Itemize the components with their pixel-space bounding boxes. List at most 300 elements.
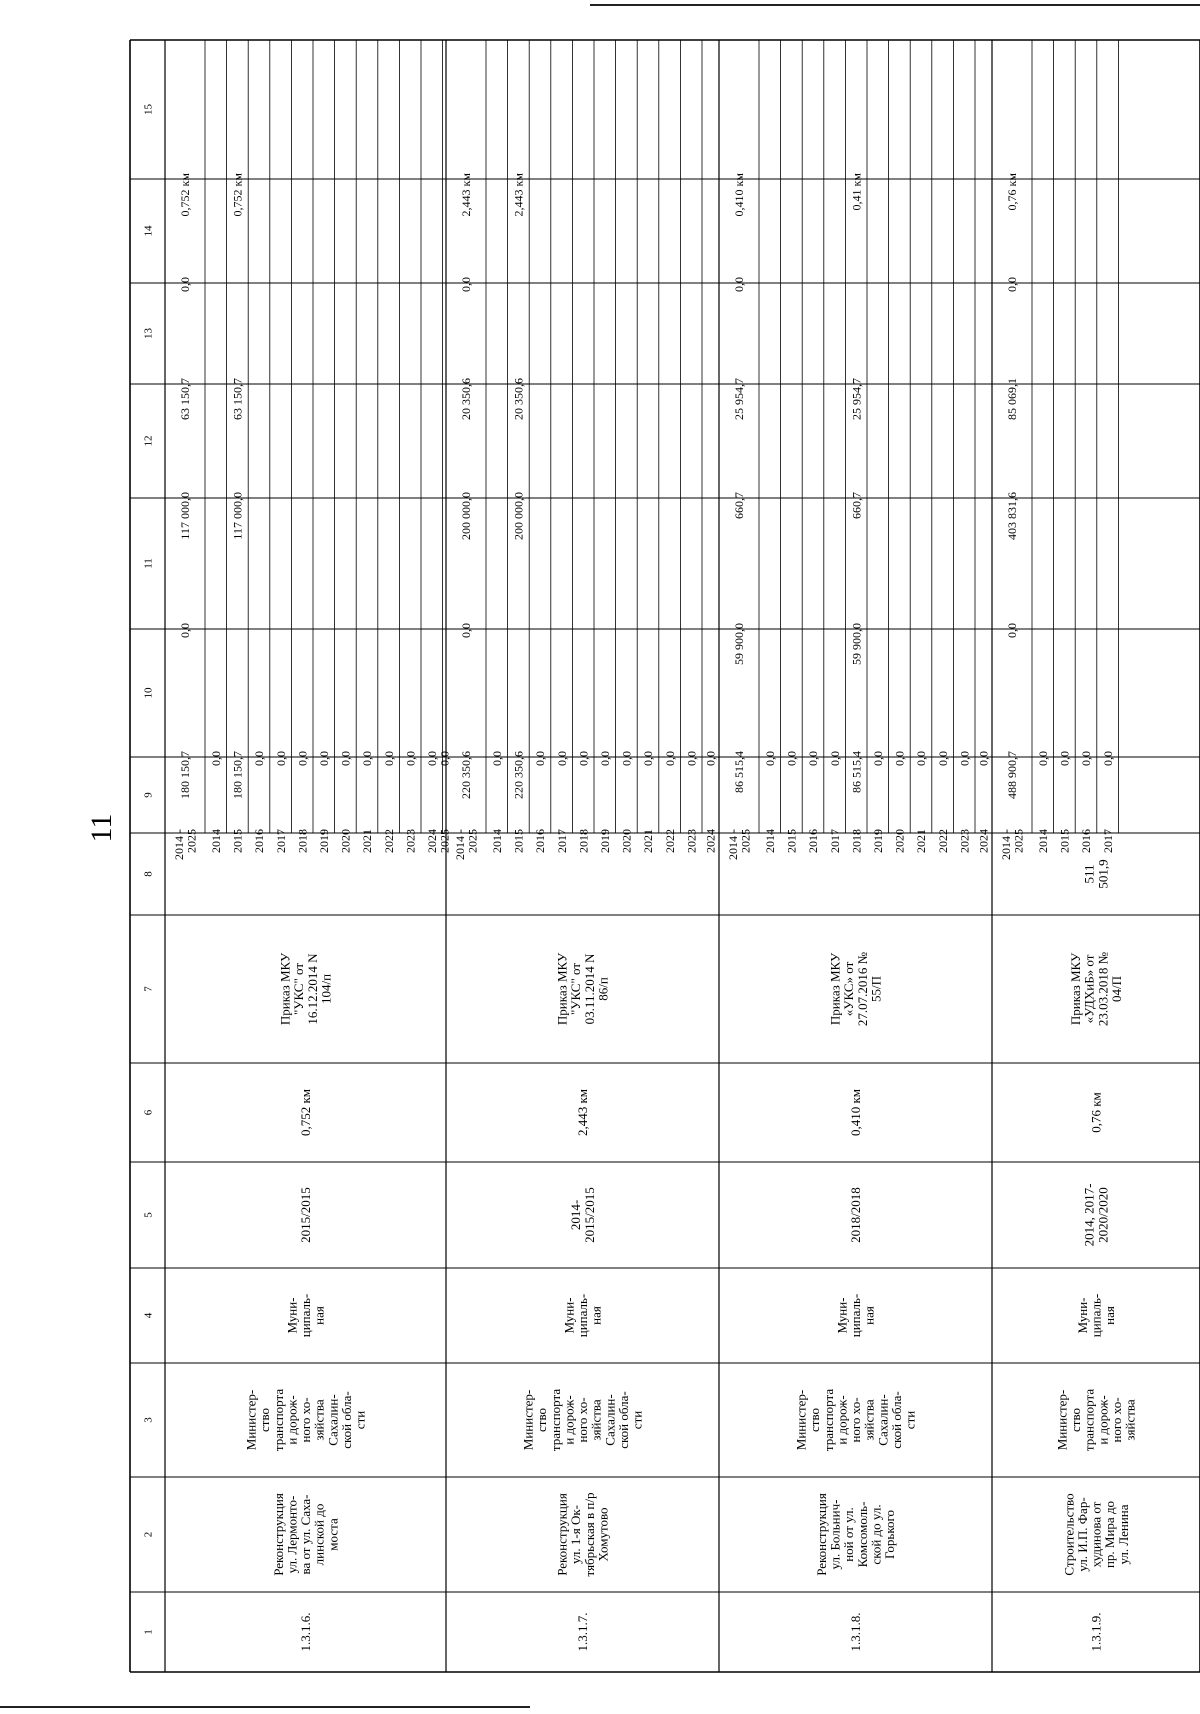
year-label-line: 2022 — [935, 829, 950, 853]
amount-cell — [893, 751, 907, 766]
amount-cell — [849, 173, 863, 211]
amount-cell-line: 86 515,4 — [849, 751, 864, 793]
customer-line: транспорта — [270, 1388, 286, 1452]
amount-cell-line: 0,0 — [784, 751, 799, 766]
capacity — [298, 1089, 313, 1136]
amount-cell-line: 0,0 — [641, 751, 656, 766]
year-label — [172, 829, 199, 860]
amount-cell — [684, 751, 698, 766]
amount-cell — [339, 751, 353, 766]
year-label — [512, 829, 526, 853]
customer-line: ской обла- — [889, 1391, 904, 1449]
object-name — [271, 1493, 341, 1576]
amount-cell-line: 0,0 — [576, 751, 591, 766]
approval-document — [278, 952, 334, 1025]
year-label-line: 2025 — [465, 829, 480, 853]
record-number-line: 1.3.1.7. — [575, 1612, 591, 1652]
year-label — [231, 829, 245, 853]
year-label-line: 2015 — [784, 829, 799, 853]
year-label — [893, 829, 907, 853]
year-label-line: 2016 — [533, 829, 548, 853]
year-label-line: 2016 — [806, 829, 821, 853]
amount-cell — [438, 751, 452, 766]
year-label-line: 2024 — [976, 829, 991, 853]
amount-cell — [382, 751, 396, 766]
amount-cell-line: 0,0 — [1100, 751, 1115, 766]
ownership-line: Муни- — [561, 1297, 577, 1334]
amount-cell — [663, 751, 677, 766]
amount-cell — [732, 173, 746, 217]
year-label — [252, 829, 266, 853]
year-label-line: 2023 — [684, 829, 699, 853]
year-label — [598, 829, 612, 853]
customer-line: ской обла- — [339, 1391, 354, 1449]
amount-cell-line: 0,0 — [209, 751, 223, 766]
amount-cell — [178, 623, 192, 638]
construction-period-line: 2015/2015 — [581, 1187, 597, 1243]
year-label — [704, 829, 718, 853]
amount-cell-line: 0,0 — [490, 751, 504, 766]
year-label-line: 2020 — [892, 829, 907, 853]
construction-period-line: 2020/2020 — [1095, 1187, 1111, 1243]
amount-cell — [231, 751, 245, 799]
year-label — [576, 829, 590, 853]
approval-document — [828, 952, 884, 1026]
amount-cell — [1005, 378, 1019, 420]
estimate-cost-line: 511 — [1081, 864, 1097, 884]
column-header-9-line: 9 — [142, 792, 155, 798]
year-label-line: 2017 — [554, 829, 569, 853]
construction-period — [568, 1187, 597, 1243]
year-label-line: 2015 — [511, 829, 526, 853]
amount-cell-line: 25 954,7 — [732, 378, 747, 420]
amount-cell-line: 0,0 — [338, 751, 353, 766]
amount-cell-line: 403 831,6 — [1005, 492, 1020, 540]
column-header-8-line: 8 — [142, 871, 155, 877]
amount-cell-line: 0,0 — [459, 623, 474, 638]
amount-cell — [849, 751, 863, 793]
object-name-line: Реконструкция — [554, 1493, 570, 1576]
object-name-line: Реконструкция — [813, 1493, 829, 1576]
amount-cell — [512, 751, 526, 799]
year-label-line: 2024 — [703, 829, 718, 853]
object-name-line: ной от ул. — [841, 1507, 857, 1562]
amount-cell-line: 0,76 км — [1005, 173, 1020, 211]
year-label-line: 2014 - — [725, 829, 740, 860]
ownership — [284, 1294, 326, 1338]
amount-cell — [785, 751, 799, 766]
customer-line: ного хо- — [575, 1397, 591, 1443]
amount-cell-line: 2,443 км — [511, 173, 526, 217]
amount-cell — [555, 751, 569, 766]
capacity-line: 0,752 км — [298, 1088, 314, 1137]
column-header-6-line: 6 — [142, 1109, 155, 1116]
amount-cell-line: 117 000,0 — [230, 492, 245, 540]
amount-cell-line: 0,0 — [425, 751, 439, 766]
year-label — [453, 829, 480, 860]
column-header-12-line: 12 — [142, 435, 155, 447]
year-label — [806, 829, 820, 853]
amount-cell-line: 86 515,4 — [732, 751, 747, 793]
object-name-line: ской до ул. — [868, 1504, 884, 1565]
object-name-line: тябрьская в п/р — [581, 1492, 597, 1577]
construction-period — [848, 1187, 863, 1243]
year-label-line: 2017 — [827, 829, 842, 853]
year-label — [785, 829, 799, 853]
year-label — [726, 829, 753, 860]
customer-line: Министер- — [520, 1389, 536, 1451]
amount-cell-line: 180 150,7 — [178, 751, 193, 799]
amount-cell — [403, 751, 417, 766]
year-label-line: 2014 — [1036, 829, 1050, 853]
object-name-line: ул. 1-я Ок- — [568, 1504, 584, 1565]
object-name-line: ул. Ленина — [1115, 1504, 1131, 1565]
column-header-14 — [142, 225, 154, 237]
object-name-line: Хомутово — [595, 1507, 611, 1562]
amount-cell-line: 0,0 — [892, 751, 907, 766]
customer-line: и дорож- — [834, 1395, 850, 1445]
amount-cell — [849, 378, 863, 420]
object-name-line: пр. Мира до — [1102, 1500, 1118, 1569]
year-label — [663, 829, 677, 853]
amount-cell — [178, 378, 192, 420]
customer-line: сти — [902, 1410, 918, 1430]
amount-cell-line: 0,0 — [619, 751, 634, 766]
amount-cell — [1058, 751, 1072, 766]
amount-cell — [252, 751, 266, 766]
customer-line: зяйства — [311, 1399, 327, 1441]
year-label — [555, 829, 569, 853]
year-label-line: 2016 — [252, 829, 267, 853]
object-name-line: Реконструкция — [270, 1493, 286, 1576]
column-header-1 — [142, 1629, 154, 1635]
column-header-14-line: 14 — [142, 225, 155, 237]
capacity — [1089, 1092, 1104, 1133]
column-header-4 — [142, 1312, 154, 1318]
customer-line: зяйства — [1122, 1399, 1138, 1441]
amount-cell-line: 59 900,0 — [732, 623, 747, 665]
ownership-line: ная — [588, 1306, 604, 1325]
amount-cell-line: 0,0 — [598, 751, 612, 766]
customer-line: зяйства — [861, 1399, 877, 1441]
year-label — [828, 829, 842, 853]
ownership-line: ципаль- — [848, 1293, 864, 1338]
year-label-line: 2018 — [295, 829, 310, 853]
amount-cell-line: 0,0 — [437, 751, 452, 766]
amount-cell-line: 0,410 км — [732, 173, 747, 217]
year-label-line: 2024 — [425, 829, 439, 853]
object-name-line: ва от ул. Саха- — [298, 1494, 314, 1575]
year-label — [1101, 829, 1115, 853]
capacity — [848, 1089, 863, 1136]
column-header-15-line: 15 — [142, 104, 155, 115]
year-label — [684, 829, 698, 853]
customer-line: Сахалин- — [602, 1394, 618, 1446]
year-label-line: 2014 - — [998, 829, 1013, 860]
amount-cell-line: 0,0 — [914, 751, 929, 766]
customer — [793, 1389, 917, 1451]
record-number-line: 1.3.1.9. — [1088, 1612, 1104, 1652]
amount-cell-line: 0,752 км — [230, 173, 245, 217]
amount-cell — [732, 378, 746, 420]
column-header-15 — [142, 104, 154, 116]
approval-document-line: «УКС» от — [841, 961, 857, 1017]
object-name-line: Строительство — [1061, 1493, 1077, 1576]
customer-line: зяйства — [588, 1399, 604, 1441]
amount-cell-line: 0,0 — [360, 751, 375, 766]
amount-cell — [360, 751, 374, 766]
record-number — [298, 1613, 313, 1652]
amount-cell-line: 0,0 — [763, 751, 777, 766]
object-name — [814, 1493, 897, 1576]
customer-line: ство — [257, 1407, 273, 1433]
column-header-12 — [142, 436, 154, 447]
column-header-5-line: 5 — [142, 1212, 155, 1218]
year-label — [438, 829, 452, 853]
amount-cell-line: 660,7 — [732, 492, 747, 519]
approval-document-line: "УКС" от — [568, 962, 584, 1016]
amount-cell — [459, 173, 473, 217]
year-label — [1079, 829, 1093, 853]
year-label-line: 2017 — [1100, 829, 1115, 853]
year-label — [957, 829, 971, 853]
amount-cell-line: 0,0 — [806, 751, 821, 766]
year-label — [641, 829, 655, 853]
amount-cell-line: 0,0 — [684, 751, 699, 766]
record-number-line: 1.3.1.8. — [848, 1612, 864, 1652]
customer-line: ство — [1068, 1407, 1084, 1433]
object-name — [1061, 1493, 1131, 1575]
approval-document-line: 104/п — [318, 973, 334, 1005]
approval-document-line: 16.12.2014 N — [304, 953, 320, 1025]
year-label — [871, 829, 885, 853]
amount-cell — [598, 751, 612, 766]
year-label — [360, 829, 374, 853]
approval-document-line: 55/П — [868, 976, 884, 1002]
amount-cell-line: 0,752 км — [178, 173, 193, 217]
capacity-line: 0,410 км — [848, 1088, 864, 1137]
year-label — [490, 829, 504, 853]
amount-cell-line: 85 069,1 — [1005, 378, 1020, 420]
amount-cell — [1005, 492, 1019, 540]
column-header-6 — [142, 1109, 154, 1115]
amount-cell — [1079, 751, 1093, 766]
customer-line: транспорта — [820, 1388, 836, 1452]
customer-line: Сахалин- — [875, 1394, 891, 1446]
amount-cell-line: 0,0 — [935, 751, 950, 766]
approval-document-line: "УКС" от — [291, 962, 307, 1016]
estimate-cost-line: 501,9 — [1095, 859, 1111, 889]
year-label-line: 2025 — [437, 829, 452, 853]
year-label-line: 2017 — [273, 829, 288, 853]
amount-cell — [763, 751, 777, 766]
year-label — [295, 829, 309, 853]
year-label-line: 2021 — [914, 829, 929, 853]
column-header-10 — [142, 687, 154, 699]
amount-cell-line: 20 350,6 — [459, 378, 474, 420]
customer-line: транспорта — [1081, 1388, 1097, 1452]
approval-document-line: Приказ МКУ — [554, 952, 570, 1026]
column-header-13 — [142, 328, 154, 340]
year-label-line: 2014 - — [171, 829, 186, 860]
record-number — [1089, 1613, 1104, 1652]
amount-cell-line: 59 900,0 — [849, 623, 864, 665]
ownership-line: ципаль- — [1088, 1293, 1104, 1338]
year-label-line: 2025 — [184, 829, 199, 853]
year-label-line: 2025 — [738, 829, 753, 853]
amount-cell-line: 0,0 — [1005, 277, 1020, 292]
record-number-line: 1.3.1.6. — [298, 1612, 314, 1652]
construction-period — [1082, 1184, 1111, 1247]
amount-cell — [641, 751, 655, 766]
column-header-10-line: 10 — [142, 687, 155, 699]
column-header-9 — [142, 792, 154, 798]
year-label — [339, 829, 353, 853]
object-name-line: ул. Лермонто- — [284, 1495, 300, 1574]
year-label — [1058, 829, 1072, 853]
approval-document-line: Приказ МКУ — [277, 952, 293, 1026]
capacity-line: 2,443 км — [575, 1088, 591, 1137]
year-label-line: 2022 — [662, 829, 677, 853]
ownership-line: ципаль- — [298, 1293, 314, 1338]
column-header-2-line: 2 — [142, 1531, 155, 1538]
amount-cell — [209, 751, 223, 766]
object-name-line: ул. И.П. Фар- — [1074, 1497, 1090, 1572]
object-name-line: худинова от — [1088, 1501, 1104, 1568]
amount-cell-line: 220 350,6 — [511, 751, 526, 799]
column-header-5 — [142, 1212, 154, 1218]
year-label-line: 2023 — [957, 829, 972, 853]
customer — [520, 1389, 644, 1451]
year-label-line: 2020 — [338, 829, 353, 853]
year-label — [382, 829, 396, 853]
ownership-line: Муни- — [284, 1297, 300, 1334]
amount-cell — [533, 751, 547, 766]
customer-line: ство — [534, 1407, 550, 1433]
ownership-line: Муни- — [1074, 1297, 1090, 1334]
amount-cell-line: 0,0 — [459, 277, 474, 292]
amount-cell-line: 0,0 — [1036, 751, 1050, 766]
approval-document — [1068, 952, 1124, 1026]
amount-cell — [936, 751, 950, 766]
column-header-7 — [142, 986, 154, 992]
amount-cell — [490, 751, 504, 766]
year-label — [533, 829, 547, 853]
object-name-line: Горького — [882, 1510, 898, 1559]
capacity-line: 0,76 км — [1088, 1092, 1104, 1133]
customer-line: ство — [807, 1407, 823, 1433]
amount-cell — [704, 751, 718, 766]
estimate-cost — [1082, 859, 1111, 888]
amount-cell — [178, 277, 192, 292]
column-header-13-line: 13 — [142, 328, 155, 339]
year-label-line: 2021 — [641, 829, 656, 853]
amount-cell-line: 200 000,0 — [511, 492, 526, 540]
customer-line: сти — [352, 1410, 368, 1430]
year-label-line: 2019 — [871, 829, 885, 853]
ownership-line: ная — [861, 1306, 877, 1325]
amount-cell-line: 0,0 — [554, 751, 569, 766]
year-label-line: 2018 — [849, 829, 864, 853]
amount-cell-line: 0,0 — [976, 751, 991, 766]
amount-cell — [459, 378, 473, 420]
customer-line: ской обла- — [616, 1391, 631, 1449]
customer-line: Министер- — [243, 1389, 259, 1451]
amount-cell-line: 63 150,7 — [178, 378, 193, 420]
amount-cell-line: 0,0 — [252, 751, 267, 766]
amount-cell — [317, 751, 331, 766]
amount-cell — [178, 751, 192, 799]
amount-cell — [914, 751, 928, 766]
amount-cell — [1005, 751, 1019, 799]
year-label-line: 2015 — [230, 829, 245, 853]
column-header-11 — [142, 558, 154, 569]
amount-cell — [459, 277, 473, 292]
customer-line: ного хо- — [298, 1397, 314, 1443]
customer-line: Сахалин- — [325, 1394, 341, 1446]
amount-cell-line: 180 150,7 — [230, 751, 245, 799]
amount-cell — [828, 751, 842, 766]
amount-cell — [459, 623, 473, 638]
amount-cell-line: 0,0 — [295, 751, 310, 766]
amount-cell — [1101, 751, 1115, 766]
amount-cell — [512, 173, 526, 217]
amount-cell — [1036, 751, 1050, 766]
year-label — [849, 829, 863, 853]
amount-cell-line: 0,0 — [827, 751, 842, 766]
approval-document-line: 04/П — [1109, 976, 1125, 1002]
amount-cell — [732, 751, 746, 793]
amount-cell-line: 25 954,7 — [849, 378, 864, 420]
construction-period-line: 2014- — [568, 1199, 584, 1231]
approval-document-line: Приказ МКУ — [1068, 952, 1084, 1026]
amount-cell — [806, 751, 820, 766]
ownership-line: Муни- — [834, 1297, 850, 1334]
year-label-line: 2019 — [598, 829, 612, 853]
amount-cell — [977, 751, 991, 766]
amount-cell — [231, 492, 245, 540]
ownership — [561, 1294, 603, 1338]
year-label-line: 2018 — [576, 829, 591, 853]
object-name — [555, 1493, 611, 1577]
amount-cell — [732, 277, 746, 292]
amount-cell — [178, 173, 192, 217]
year-label-line: 2014 — [763, 829, 777, 853]
record-number — [848, 1613, 863, 1652]
year-label-line: 2020 — [619, 829, 634, 853]
year-label-line: 2019 — [317, 829, 331, 853]
customer-line: ного хо- — [848, 1397, 864, 1443]
amount-cell-line: 2,443 км — [459, 173, 474, 217]
year-label — [999, 829, 1026, 860]
year-label — [403, 829, 417, 853]
customer-line: Министер- — [793, 1389, 809, 1451]
year-label — [914, 829, 928, 853]
year-label-line: 2015 — [1057, 829, 1072, 853]
ownership — [1075, 1294, 1117, 1338]
year-label-line: 2021 — [360, 829, 375, 853]
customer-line: и дорож- — [561, 1395, 577, 1445]
amount-cell-line: 0,0 — [871, 751, 885, 766]
amount-cell-line: 117 000,0 — [178, 492, 193, 540]
amount-cell — [231, 173, 245, 217]
amount-cell-line: 0,0 — [957, 751, 972, 766]
customer-line: Министер- — [1054, 1389, 1070, 1451]
amount-cell — [178, 492, 192, 540]
amount-cell — [459, 751, 473, 799]
customer-line: транспорта — [547, 1388, 563, 1452]
construction-period-line: 2018/2018 — [848, 1187, 864, 1243]
